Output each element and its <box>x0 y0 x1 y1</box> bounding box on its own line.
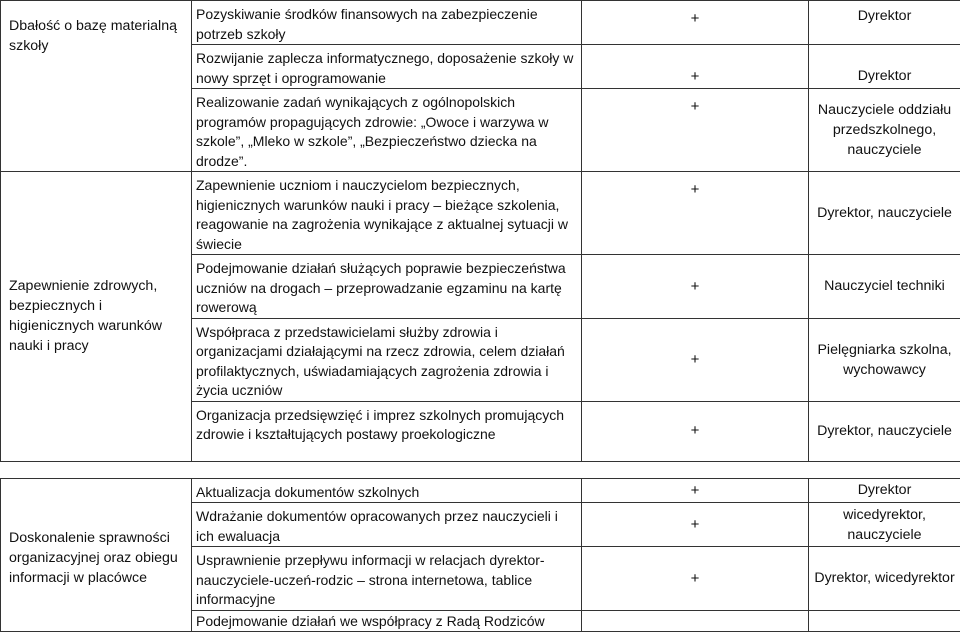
plus-mark: + <box>582 478 809 503</box>
task-cell: Współpraca z przedstawicielami służby zdrowia i organizacjami działającymi na rzecz zdrowia, celem działań profilaktycznych, uświadamiających zagrożenia zdrowia i życia uczniów <box>192 318 582 401</box>
task-cell: Rozwijanie zaplecza informatycznego, doposażenie szkoły w nowy sprzęt i oprogramowanie <box>192 45 582 89</box>
table-row <box>1 478 960 503</box>
table-gap <box>1 461 960 478</box>
plus-mark: + <box>582 89 809 172</box>
plus-mark: + <box>582 401 809 461</box>
responsible-cell: Dyrektor <box>809 478 960 503</box>
responsible-cell: wicedyrektor, nauczyciele <box>809 503 960 547</box>
responsible-cell: Dyrektor, wicedyrektor <box>809 547 960 611</box>
plus-mark: + <box>582 255 809 319</box>
task-cell: Podejmowanie działań we współpracy z Radą Rodziców <box>192 610 582 632</box>
plus-mark: + <box>582 503 809 547</box>
task-cell: Wdrażanie dokumentów opracowanych przez nauczycieli i ich ewaluacja <box>192 503 582 547</box>
responsible-cell: Pielęgniarka szkolna, wychowawcy <box>809 318 960 401</box>
gap-cell <box>1 461 960 478</box>
task-cell: Organizacja przedsięwzięć i imprez szkolnych promujących zdrowie i kształtujących postawy proekologiczne <box>192 401 582 461</box>
task-cell: Realizowanie zadań wynikających z ogólnopolskich programów propagujących zdrowie: „Owoce i warzywa w szkole”, „Mleko w szkole”, „Bezpieczeństwo dziecka na drodze”. <box>192 89 582 172</box>
responsible-cell: Nauczyciel techniki <box>809 255 960 319</box>
responsible-cell: Nauczyciele oddziału przedszkolnego, nauczyciele <box>809 89 960 172</box>
plus-mark: + <box>582 45 809 89</box>
area-cell: Doskonalenie sprawności organizacyjnej oraz obiegu informacji w placówce <box>1 478 192 632</box>
responsible-cell <box>809 610 960 632</box>
task-cell: Pozyskiwanie środków finansowych na zabezpieczenie potrzeb szkoły <box>192 1 582 45</box>
responsible-cell: Dyrektor <box>809 45 960 89</box>
task-cell: Usprawnienie przepływu informacji w relacjach dyrektor-nauczyciele-uczeń-rodzic – strona internetowa, tablice informacyjne <box>192 547 582 611</box>
responsible-cell: Dyrektor, nauczyciele <box>809 172 960 255</box>
area-cell: Dbałość o bazę materialną szkoły <box>1 1 192 172</box>
table-row <box>1 172 960 255</box>
responsible-cell: Dyrektor, nauczyciele <box>809 401 960 461</box>
plus-mark <box>582 610 809 632</box>
responsible-cell: Dyrektor <box>809 1 960 45</box>
task-cell: Aktualizacja dokumentów szkolnych <box>192 478 582 503</box>
plus-mark: + <box>582 1 809 45</box>
plus-mark: + <box>582 318 809 401</box>
area-cell: Zapewnienie zdrowych, bezpiecznych i higienicznych warunków nauki i pracy <box>1 172 192 462</box>
task-cell: Podejmowanie działań służących poprawie bezpieczeństwa uczniów na drogach – przeprowadzanie egzaminu na kartę rowerową <box>192 255 582 319</box>
task-cell: Zapewnienie uczniom i nauczycielom bezpiecznych, higienicznych warunków nauki i pracy – bieżące szkolenia, reagowanie na zagrożenia wynikające z aktualnej sytuacji w świecie <box>192 172 582 255</box>
table-row <box>1 1 960 45</box>
plus-mark: + <box>582 172 809 255</box>
plus-mark: + <box>582 547 809 611</box>
